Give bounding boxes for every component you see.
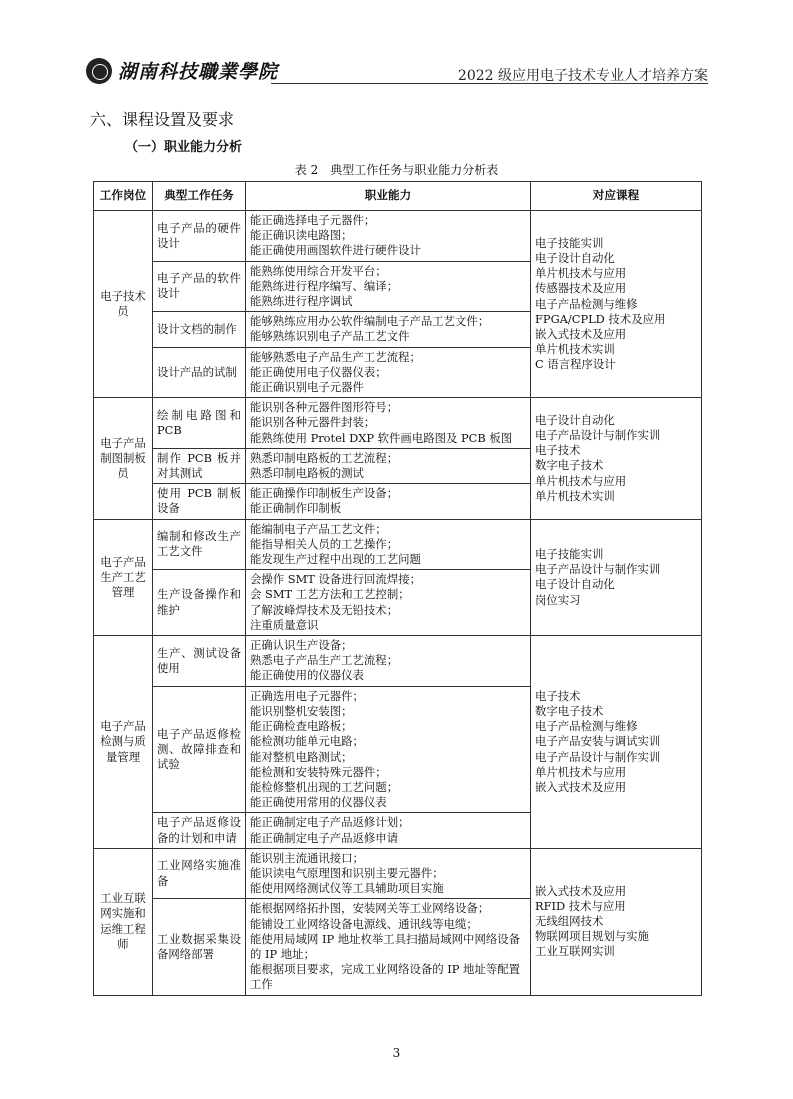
course-line: 电子产品设计与制作实训 [535,428,661,443]
course-line: 无线组网技术 [535,914,604,929]
ability-line: 能识读电气原理图和识别主要元器件； [250,865,444,880]
course-line: 单片机技术实训 [535,342,615,357]
ability-line: 能根据网络拓扑图，安装网关等工业网络设备； [250,901,490,916]
ability-cell [246,686,531,813]
ability-line: 能铺设工业网络设备电源线、通讯线等电缆； [250,916,478,931]
course-line: 电子设计自动化 [535,412,615,427]
ability-cell [246,848,531,899]
table-row [94,519,702,570]
ability-line: 会操作 SMT 设备进行回流焊接； [250,572,421,587]
course-line: 单片机技术与应用 [535,473,627,488]
ability-line: 能正确使用电子仪器仪表； [250,364,387,379]
header-title: 2022 级应用电子技术专业人才培养方案 [457,68,708,84]
course-line: 嵌入式技术及应用 [535,883,627,898]
ability-line: 能正确选择电子元器件； [250,213,376,227]
ability-line: 能对整机电路测试； [250,749,353,764]
header-ability: 职业能力 [246,182,531,211]
task-cell: 电子产品返修检测、故障排查和试验 [153,686,246,813]
ability-line: 能正确制定电子产品返修计划； [250,815,410,830]
course-line: 岗位实习 [535,592,581,607]
ability-line: 会 SMT 工艺方法和工艺控制； [250,587,410,602]
ability-line: 能识别主流通讯接口； [250,850,364,865]
ability-line: 能使用局域网 IP 地址枚举工具扫描局域网中网络设备的 IP 地址； [250,931,521,961]
header-course: 对应课程 [531,182,702,211]
ability-line: 能正确使用常用的仪器仪表 [250,795,387,810]
post-cell: 电子产品制图制板员 [94,398,153,519]
ability-line: 能正确操作印制板生产设备； [250,486,399,501]
ability-line: 能熟练进行程序调试 [250,294,353,309]
course-line: 电子技能实训 [535,546,604,561]
course-line: 单片机技术与应用 [535,266,627,281]
course-line: 嵌入式技术及应用 [535,326,627,341]
task-cell: 设计文档的制作 [153,312,246,347]
course-line: 嵌入式技术及应用 [535,779,627,794]
course-line: 工业互联网实训 [535,944,615,959]
course-line: 电子产品设计与制作实训 [535,749,661,764]
course-line: 电子产品检测与维修 [535,719,638,734]
ability-cell [246,899,531,995]
table-header-row [94,182,702,211]
course-line: 物联网项目规划与实施 [535,929,649,944]
ability-line: 正确认识生产设备； [250,638,353,653]
course-line: 电子技能实训 [535,235,604,250]
course-line: RFID 技术与应用 [535,898,626,913]
page-header [86,57,708,87]
table-row [94,211,702,262]
ability-line: 能正确识别电子元器件 [250,380,364,395]
course-line: 电子技术 [535,443,581,458]
task-cell: 生产、测试设备使用 [153,636,246,687]
task-cell: 绘制电路图和 PCB [153,398,246,449]
ability-line: 能指导相关人员的工艺操作； [250,536,399,551]
ability-line: 能正确使用画图软件进行硬件设计 [250,243,421,258]
ability-line: 能熟练进行程序编写、编译； [250,278,399,293]
header-task: 典型工作任务 [153,182,246,211]
course-cell [531,398,702,519]
ability-line: 能正确制定电子产品返修申请 [250,830,399,845]
course-cell [531,519,702,635]
task-cell: 工业网络实施准备 [153,848,246,899]
ability-line: 能熟练使用综合开发平台； [250,263,387,278]
course-line: C 语言程序设计 [535,357,616,372]
school-seal-icon [86,58,112,84]
ability-line: 正确选用电子元器件； [250,688,364,703]
section-title: 六、课程设置及要求 [90,110,235,129]
subsection-title: （一）职业能力分析 [125,140,243,155]
ability-cell [246,312,531,347]
ability-line: 能够熟练识别电子产品工艺文件 [250,329,410,344]
course-line: FPGA/CPLD 技术及应用 [535,311,666,326]
ability-line: 能正确识读电路图； [250,228,353,243]
ability-line: 熟悉印制电路板的测试 [250,466,364,481]
table-row [94,398,702,449]
ability-line: 能使用网络测试仪等工具辅助项目实施 [250,881,444,896]
task-cell: 制作 PCB 板并对其测试 [153,448,246,483]
course-line: 电子产品设计与制作实训 [535,562,661,577]
post-cell: 工业互联网实施和运维工程师 [94,848,153,995]
task-cell: 设计产品的试制 [153,347,246,398]
ability-cell [246,261,531,312]
course-line: 传感器技术及应用 [535,281,627,296]
ability-cell [246,211,531,262]
ability-line: 能检修整机出现的工艺问题； [250,779,399,794]
post-cell: 电子产品生产工艺管理 [94,519,153,635]
table-row [94,848,702,899]
ability-cell [246,484,531,519]
ability-line: 能根据项目要求，完成工业网络设备的 IP 地址等配置工作 [250,962,521,992]
course-line: 电子产品检测与维修 [535,296,638,311]
course-line: 数字电子技术 [535,458,604,473]
ability-line: 能编制电子产品工艺文件； [250,521,387,536]
course-line: 电子产品安装与调试实训 [535,734,661,749]
ability-line: 能检测功能单元电路； [250,734,364,749]
table-row [94,636,702,687]
ability-line: 熟悉印制电路板的工艺流程； [250,450,399,465]
ability-analysis-table [93,181,702,996]
table-body [94,211,702,996]
task-cell: 电子产品的硬件设计 [153,211,246,262]
ability-line: 能发现生产过程中出现的工艺问题 [250,552,421,567]
task-cell: 编制和修改生产工艺文件 [153,519,246,570]
ability-line: 能识别各种元器件图形符号； [250,400,399,415]
ability-cell [246,398,531,449]
course-line: 单片机技术实训 [535,488,615,503]
ability-cell [246,813,531,848]
task-cell: 电子产品的软件设计 [153,261,246,312]
ability-cell [246,519,531,570]
course-line: 数字电子技术 [535,703,604,718]
ability-cell [246,347,531,398]
course-cell [531,636,702,849]
ability-cell [246,636,531,687]
ability-line: 能正确制作印制板 [250,501,342,516]
post-cell: 电子技术员 [94,211,153,398]
ability-line: 能识别各种元器件封装； [250,415,376,430]
ability-line: 能熟练使用 Protel DXP 软件画电路图及 PCB 板图 [250,430,513,445]
ability-line: 注重质量意识 [250,617,319,632]
ability-line: 能够熟悉电子产品生产工艺流程； [250,349,421,364]
school-logo-text: 湖南科技職業學院 [118,61,279,83]
task-cell: 电子产品返修设备的计划和申请 [153,813,246,848]
ability-line: 能够熟练应用办公软件编制电子产品工艺文件； [250,314,490,329]
ability-cell [246,570,531,636]
ability-line: 能检测和安装特殊元器件； [250,764,387,779]
task-cell: 工业数据采集设备网络部署 [153,899,246,995]
header-post: 工作岗位 [94,182,153,211]
task-cell: 生产设备操作和维护 [153,570,246,636]
course-cell [531,848,702,995]
header-rule [271,83,708,84]
school-logo [86,57,278,84]
page-number: 3 [392,1046,401,1060]
ability-cell [246,448,531,483]
ability-line: 能正确检查电路板； [250,719,353,734]
ability-line: 了解波峰焊技术及无铅技术； [250,602,399,617]
course-line: 电子设计自动化 [535,250,615,265]
course-line: 电子设计自动化 [535,577,615,592]
course-cell [531,211,702,398]
course-line: 电子技术 [535,688,581,703]
task-cell: 使用 PCB 制板设备 [153,484,246,519]
ability-line: 能正确使用的仪器仪表 [250,668,364,683]
post-cell: 电子产品检测与质量管理 [94,636,153,849]
course-line: 单片机技术与应用 [535,764,627,779]
ability-line: 熟悉电子产品生产工艺流程； [250,653,399,668]
table-caption: 表 2 典型工作任务与职业能力分析表 [294,163,499,177]
ability-line: 能识别整机安装图； [250,703,353,718]
